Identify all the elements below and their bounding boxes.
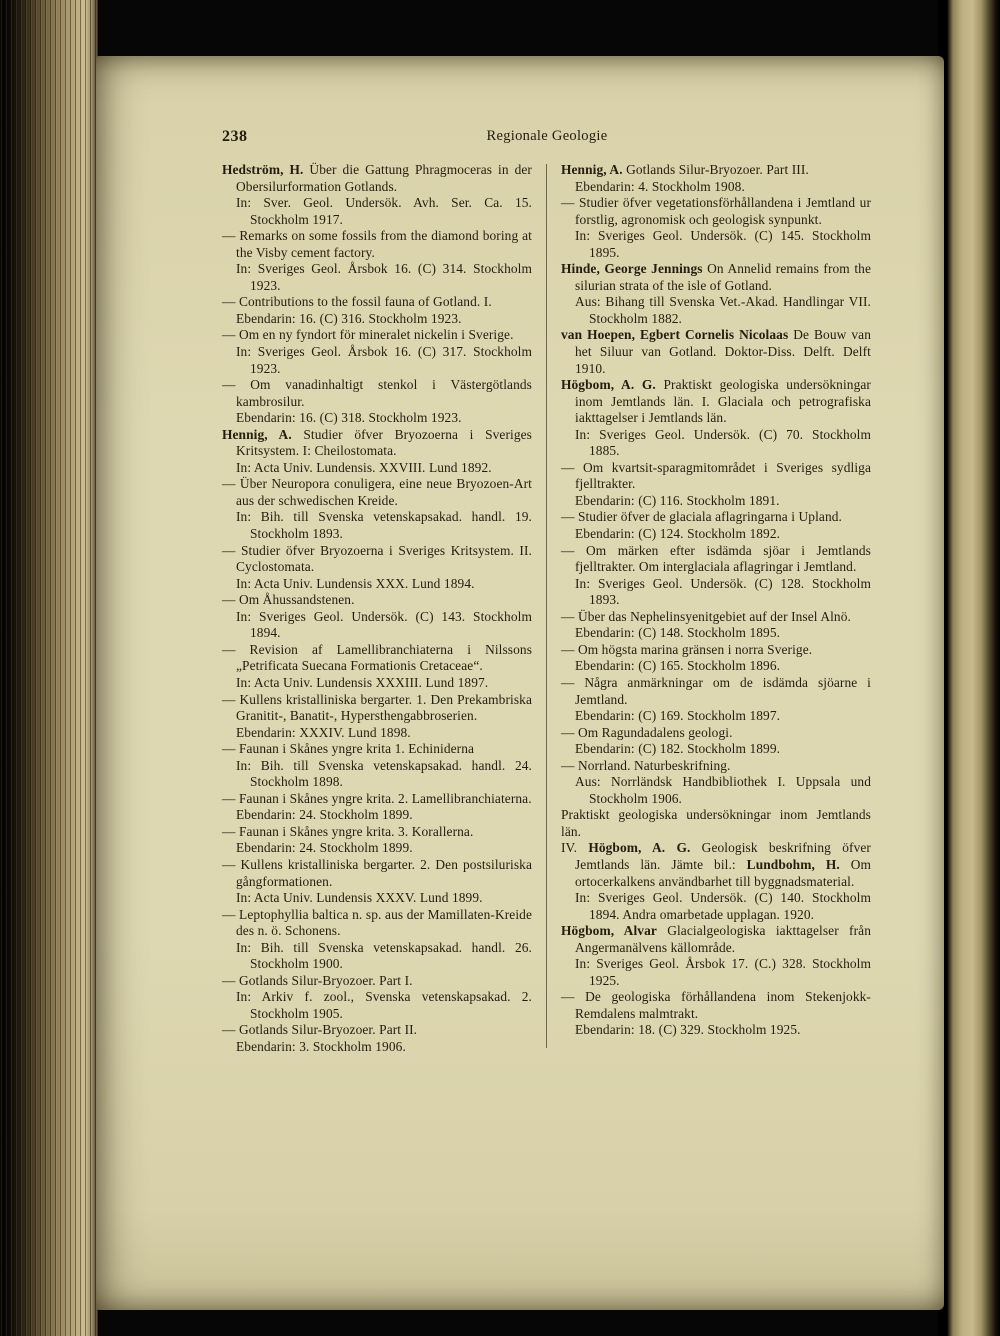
- bibliography-entry: — De geologiska förhållandena inom Stekenjokk-Remdalens malmtrakt.: [561, 989, 871, 1021]
- book-page: [96, 56, 944, 1310]
- bibliography-reference: Ebendarin: 24. Stockholm 1899.: [236, 807, 413, 823]
- bibliography-reference: Ebendarin: 24. Stockholm 1899.: [236, 840, 413, 856]
- bibliography-reference: Aus: Norrländsk Handbibliothek I. Uppsala und Stockholm 1906.: [575, 774, 871, 806]
- bibliography-entry: — Über Neuropora conuligera, eine neue Bryozoen-Art aus der schwedischen Kreide.: [222, 476, 532, 508]
- bibliography-reference: In: Acta Univ. Lundensis XXX. Lund 1894.: [236, 575, 475, 591]
- bibliography-entry: — Om högsta marina gränsen i norra Sverige.: [561, 641, 813, 657]
- bibliography-reference: In: Bih. till Svenska vetenskapsakad. handl. 26. Stockholm 1900.: [236, 939, 532, 972]
- bibliography-entry: — Om märken efter isdämda sjöar i Jemtlands fjelltrakter. Om interglaciala aflagringar i Jemtland.: [561, 542, 871, 575]
- bibliography-entry: IV. Högbom, A. G. Geologisk beskrifning öfver Jemtlands län. Jämte bil.: Lundbohm, H. Om ortocerkalkens användbarhet till byggnadsmaterial.: [561, 840, 871, 889]
- bibliography-entry: — Revision af Lamellibranchiaterna i Nilssons „Petrificata Suecana Formationis Cretaceae“.: [222, 641, 532, 674]
- bibliography-reference: In: Sveriges Geol. Undersök. (C) 145. Stockholm 1895.: [575, 228, 871, 260]
- bibliography-reference: Ebendarin: (C) 116. Stockholm 1891.: [575, 492, 780, 508]
- bibliography-entry: — Faunan i Skånes yngre krita 1. Echiniderna: [222, 741, 475, 757]
- bibliography-entry: — Leptophyllia baltica n. sp. aus der Mamillaten-Kreide des n. ö. Schonens.: [222, 906, 532, 939]
- bibliography-entry: — Några anmärkningar om de isdämda sjöarne i Jemtland.: [561, 674, 871, 707]
- bibliography-reference: Ebendarin: (C) 165. Stockholm 1896.: [575, 658, 781, 674]
- bibliography-entry: Hedström, H. Über die Gattung Phragmoceras in der Obersilurformation Gotlands.: [222, 162, 532, 194]
- bibliography-reference: Ebendarin: 16. (C) 318. Stockholm 1923.: [236, 410, 462, 426]
- bibliography-reference: Ebendarin: (C) 182. Stockholm 1899.: [575, 741, 781, 757]
- bibliography-reference: In: Bih. till Svenska vetenskapsakad. handl. 24. Stockholm 1898.: [236, 757, 532, 790]
- bibliography-reference: In: Arkiv f. zool., Svenska vetenskapsakad. 2. Stockholm 1905.: [236, 989, 532, 1021]
- bibliography-reference: Ebendarin: 16. (C) 316. Stockholm 1923.: [236, 310, 462, 326]
- bibliography-entry: Hennig, A. Gotlands Silur-Bryozoer. Part III.: [561, 162, 809, 177]
- bibliography-entry: Högbom, A. G. Praktiskt geologiska undersökningar inom Jemtlands län. I. Glaciala och petrografiska iakttagelser i Jemtlands län.: [561, 377, 871, 426]
- bibliography-entry: — Über das Nephelinsyenitgebiet auf der Insel Alnö.: [561, 608, 851, 624]
- bibliography-entry: — Faunan i Skånes yngre krita. 2. Lamellibranchiaterna.: [222, 790, 532, 806]
- bibliography-entry: — Om vanadinhaltigt stenkol i Västergötlands kambrosilur.: [222, 377, 532, 409]
- bibliography-column-left: [222, 162, 532, 1056]
- book-page-edges-right: [938, 0, 1000, 1336]
- bibliography-reference: In: Acta Univ. Lundensis. XXVIII. Lund 1892.: [236, 459, 492, 475]
- bibliography-reference: Aus: Bihang till Svenska Vet.-Akad. Handlingar VII. Stockholm 1882.: [575, 294, 871, 326]
- page-content: [222, 128, 872, 1056]
- bibliography-reference: In: Sveriges Geol. Årsbok 16. (C) 317. Stockholm 1923.: [236, 344, 532, 376]
- bibliography-reference: In: Acta Univ. Lundensis XXXV. Lund 1899.: [236, 890, 483, 906]
- bibliography-entry: — Contributions to the fossil fauna of Gotland. I.: [222, 294, 492, 310]
- bibliography-reference: Ebendarin: (C) 124. Stockholm 1892.: [575, 526, 781, 542]
- bibliography-entry: — Kullens kristalliniska bergarter. 1. Den Prekambriska Granitit-, Banatit-, Hypersthengabbroserien.: [222, 691, 532, 724]
- bibliography-entry: — Om kvartsit-sparagmitområdet i Sveriges sydliga fjelltrakter.: [561, 459, 871, 492]
- bibliography-reference: Ebendarin: (C) 148. Stockholm 1895.: [575, 625, 781, 641]
- bibliography-entry: — Gotlands Silur-Bryozoer. Part I.: [222, 972, 413, 988]
- bibliography-entry: — Studier öfver Bryozoerna i Sveriges Kritsystem. II. Cyclostomata.: [222, 542, 532, 575]
- bibliography-reference: In: Sveriges Geol. Undersök. (C) 140. Stockholm 1894. Andra omarbetade upplagan. 1920.: [575, 890, 871, 922]
- running-title: Regionale Geologie: [486, 128, 608, 144]
- bibliography-entry: — Norrland. Naturbeskrifning.: [561, 757, 731, 773]
- book-page-edges-left: [0, 0, 98, 1336]
- bibliography-reference: In: Sveriges Geol. Årsbok 16. (C) 314. Stockholm 1923.: [236, 261, 532, 293]
- bibliography-entry: — Gotlands Silur-Bryozoer. Part II.: [222, 1022, 418, 1038]
- bibliography-entry: — Om Åhussandstenen.: [222, 592, 355, 608]
- bibliography-reference: Ebendarin: (C) 169. Stockholm 1897.: [575, 708, 781, 724]
- bibliography-column-right: [561, 162, 871, 1056]
- bibliography-reference: Ebendarin: XXXIV. Lund 1898.: [236, 724, 411, 740]
- bibliography-reference: In: Sver. Geol. Undersök. Avh. Ser. Ca. 15. Stockholm 1917.: [236, 195, 532, 227]
- bibliography-reference: In: Sveriges Geol. Årsbok 17. (C.) 328. Stockholm 1925.: [575, 956, 871, 988]
- bibliography-reference: In: Sveriges Geol. Undersök. (C) 143. Stockholm 1894.: [236, 608, 532, 641]
- bibliography-entry: — Om en ny fyndort för mineralet nickelin i Sverige.: [222, 327, 514, 343]
- page-number: 238: [222, 128, 248, 145]
- bibliography-columns: [222, 162, 872, 1056]
- bibliography-reference: Ebendarin: 4. Stockholm 1908.: [575, 178, 745, 194]
- bibliography-entry: Högbom, Alvar Glacialgeologiska iakttagelser från Angermanälvens källområde.: [561, 923, 871, 955]
- bibliography-entry: Praktiskt geologiska undersökningar inom Jemtlands län.: [561, 807, 871, 839]
- bibliography-entry: Hennig, A. Studier öfver Bryozoerna i Sveriges Kritsystem. I: Cheilostomata.: [222, 426, 532, 459]
- bibliography-reference: In: Bih. till Svenska vetenskapsakad. handl. 19. Stockholm 1893.: [236, 509, 532, 542]
- column-divider: [546, 164, 547, 1048]
- bibliography-entry: van Hoepen, Egbert Cornelis Nicolaas De Bouw van het Siluur van Gotland. Doktor-Diss. Delft. Delft 1910.: [561, 327, 871, 376]
- bibliography-entry: — Faunan i Skånes yngre krita. 3. Korallerna.: [222, 823, 474, 839]
- bibliography-reference: In: Acta Univ. Lundensis XXXIII. Lund 1897.: [236, 674, 489, 690]
- bibliography-entry: — Kullens kristalliniska bergarter. 2. Den postsiluriska gångformationen.: [222, 856, 532, 889]
- page-header: [222, 128, 872, 148]
- bibliography-reference: Ebendarin: 18. (C) 329. Stockholm 1925.: [575, 1022, 801, 1038]
- bibliography-entry: — Studier öfver de glaciala aflagringarna i Upland.: [561, 509, 842, 525]
- bibliography-reference: Ebendarin: 3. Stockholm 1906.: [236, 1038, 406, 1054]
- bibliography-entry: — Remarks on some fossils from the diamond boring at the Visby cement factory.: [222, 228, 532, 260]
- bibliography-reference: In: Sveriges Geol. Undersök. (C) 128. Stockholm 1893.: [575, 575, 871, 608]
- bibliography-entry: — Studier öfver vegetationsförhållandena i Jemtland ur forstlig, agronomisk och geologisk synpunkt.: [561, 195, 871, 227]
- bibliography-entry: — Om Ragundadalens geologi.: [561, 724, 733, 740]
- bibliography-reference: In: Sveriges Geol. Undersök. (C) 70. Stockholm 1885.: [575, 426, 871, 459]
- bibliography-entry: Hinde, George Jennings On Annelid remains from the silurian strata of the isle of Gotland.: [561, 261, 871, 293]
